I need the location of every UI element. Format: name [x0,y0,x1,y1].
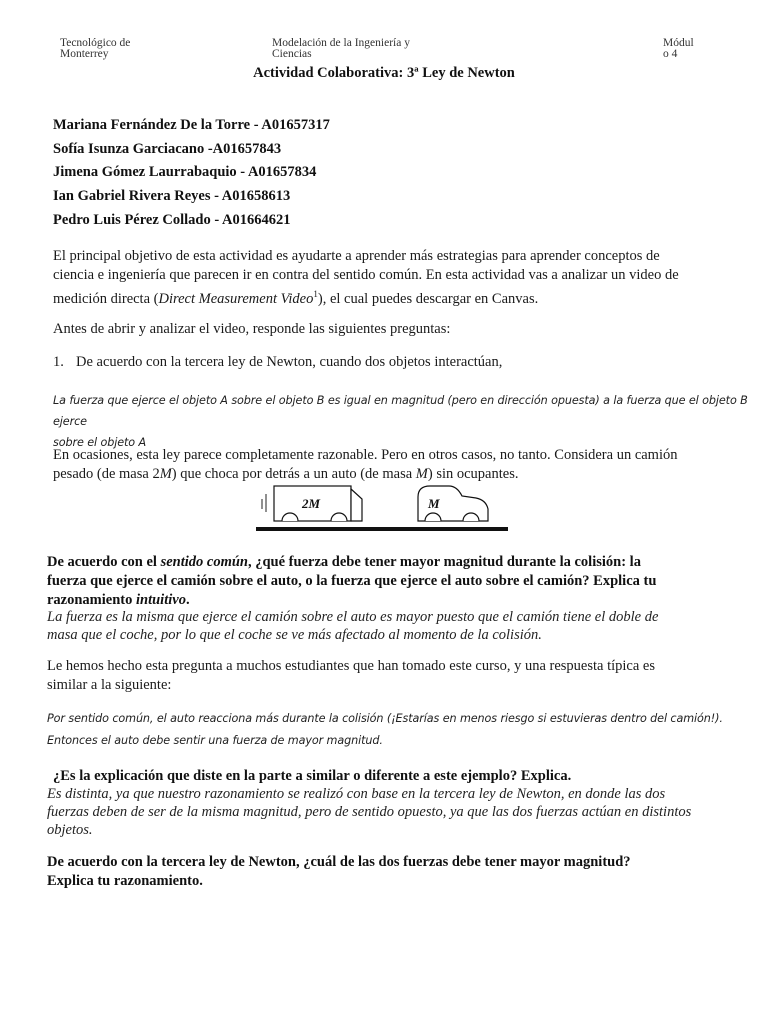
scenario-paragraph [53,446,753,484]
question-common-sense-l3a: razonamiento [47,592,136,608]
truck-car-figure [250,481,512,537]
header-institution [60,38,130,60]
scenario-line-2-e: ) sin ocupantes. [427,466,519,482]
question-newton-line-1: De acuerdo con la tercera ley de Newton, ¿cuál de las dos fuerzas debe tener mayor magnitud? [47,854,631,870]
intro-line-2: ciencia e ingeniería que parecen ir en contra del sentido común. En esta actividad vas a analizar un video de [53,267,679,283]
header-module-line2: o 4 [663,48,678,60]
author-3: Jimena Gómez Laurrabaquio - A01657834 [53,164,317,180]
intro-line-3-post: ), el cual puedes descargar en Canvas. [317,290,539,307]
page-title: Actividad Colaborativa: 3ª Ley de Newton [253,65,515,81]
header-module [663,38,694,60]
scenario-line-1: En ocasiones, esta ley parece completamente razonable. Pero en otros casos, no tanto. Considera un camión [53,447,678,463]
author-4: Ian Gabriel Rivera Reyes - A01658613 [53,188,291,204]
header-course-line1: Modelación de la Ingeniería y [272,37,410,49]
author-2: Sofía Isunza Garciacano -A01657843 [53,141,282,157]
intro-line-3 [53,285,753,309]
intro-line-1: El principal objetivo de esta actividad es ayudarte a aprender más estrategias para aprender conceptos de [53,248,660,264]
typical-answer-intro [47,657,762,695]
mass-symbol-car: M [415,466,428,482]
typical-answer-line-2: Entonces el auto debe sentir una fuerza de mayor magnitud. [47,734,383,747]
header-course [272,38,410,60]
typical-answer [47,708,762,752]
intro-paragraph [53,247,753,309]
intro-line-3-pre: medición directa ( [53,290,159,307]
answer-similar-line-2: fuerzas deben de ser de la misma magnitud, pero de sentido opuesto, ya que las dos fuerzas actúan en distintos [47,804,692,820]
question-1-number: 1. [53,354,64,370]
header-institution-line2: Monterrey [60,48,109,60]
answer-common-sense-line-2: masa que el coche, por lo que el coche se ve más afectado al momento de la colisión. [47,627,542,643]
answer-common-sense-line-1: La fuerza es la misma que ejerce el camión sobre el auto es mayor puesto que el camión tiene el doble de [47,609,659,625]
question-newton [47,853,762,891]
author-5: Pedro Luis Pérez Collado - A01664621 [53,212,291,228]
question-common-sense-l3c: . [185,592,190,608]
common-sense-term: sentido común [160,554,248,570]
answer-1 [53,390,753,453]
question-common-sense-line-2: fuerza que ejerce el camión sobre el auto, o la fuerza que ejerce el auto sobre el camión? Explica tu [47,573,657,589]
typical-intro-line-1: Le hemos hecho esta pregunta a muchos estudiantes que han tomado este curso, y una respuesta típica es [47,658,656,674]
question-common-sense-p1: De acuerdo con el [47,554,161,570]
typical-intro-line-2: similar a la siguiente: [47,677,172,693]
scenario-line-2-a: pesado (de masa 2 [53,466,160,482]
intuitive-term: intuitivo [136,592,186,608]
answer-similar-line-1: Es distinta, ya que nuestro razonamiento se realizó con base en la tercera ley de Newton, en donde las dos [47,786,666,802]
typical-answer-line-1: Por sentido común, el auto reacciona más durante la colisión (¡Estarías en menos riesgo si estuvieras dentro del camión!). [47,712,723,725]
before-video-instruction: Antes de abrir y analizar el video, responde las siguientes preguntas: [53,321,451,337]
question-common-sense [47,553,762,610]
answer-1-line-1: La fuerza que ejerce el objeto A sobre el objeto B es igual en magnitud (pero en dirección opuesta) a la fuerza que el objeto B ejerce [53,394,748,428]
question-newton-line-2: Explica tu razonamiento. [47,873,203,889]
answer-common-sense [47,608,762,644]
ground-line [256,527,508,531]
question-similar: ¿Es la explicación que diste en la parte a similar o diferente a este ejemplo? Explica. [53,768,572,784]
answer-1-line-2: sobre el objeto A [53,436,147,449]
car-label: M [428,496,440,511]
direct-measurement-video-term: Direct Measurement Video [158,290,314,307]
question-1-text: De acuerdo con la tercera ley de Newton, cuando dos objetos interactúan, [76,354,503,370]
footnote-marker: 1 [313,289,318,299]
header-course-line2: Ciencias [272,48,312,60]
answer-similar [47,785,762,839]
question-common-sense-line-1 [47,553,762,572]
scenario-line-2-c: ) que choca por detrás a un auto (de masa [171,466,416,482]
header-institution-line1: Tecnológico de [60,37,131,49]
truck-label: 2M [302,496,321,511]
mass-symbol-truck: M [159,466,172,482]
author-1: Mariana Fernández De la Torre - A01657317 [53,117,330,133]
question-common-sense-p3: , ¿qué fuerza debe tener mayor magnitud durante la colisión: la [247,554,641,570]
header-module-line1: Módul [663,37,694,49]
answer-similar-line-3: objetos. [47,822,93,838]
